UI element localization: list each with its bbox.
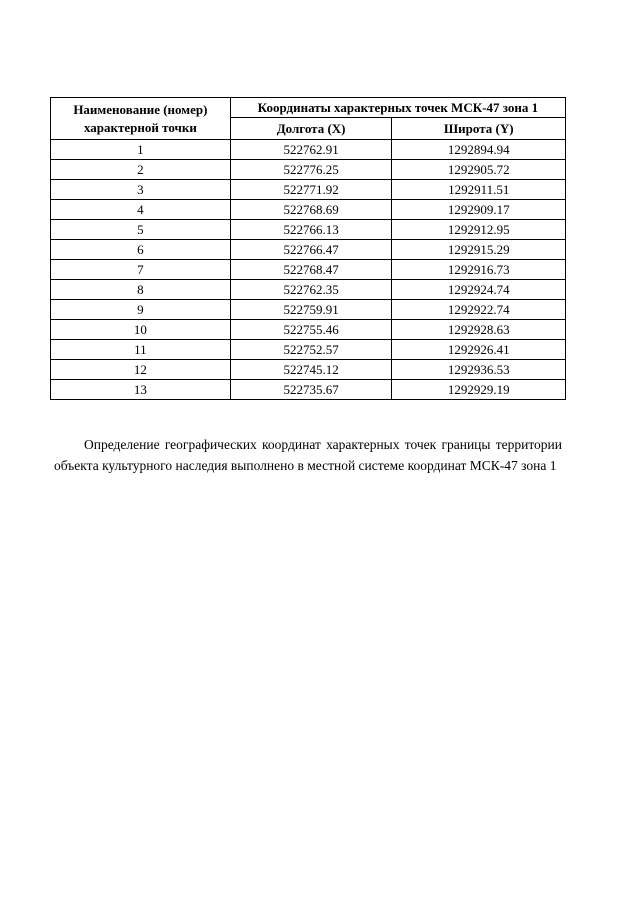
table-row <box>51 200 566 220</box>
longitude-x-cell: 522735.67 <box>230 380 392 400</box>
point-number-cell: 6 <box>51 240 231 260</box>
table-row <box>51 220 566 240</box>
coordinate-system-note: Определение географических координат характерных точек границы территории объекта культурного наследия выполнено в местной системе координат МСК-47 зона 1 <box>54 436 562 473</box>
longitude-x-cell: 522745.12 <box>230 360 392 380</box>
longitude-x-cell: 522768.47 <box>230 260 392 280</box>
point-number-cell: 12 <box>51 360 231 380</box>
latitude-y-cell: 1292924.74 <box>392 280 566 300</box>
latitude-y-cell: 1292894.94 <box>392 140 566 160</box>
latitude-y-cell: 1292929.19 <box>392 380 566 400</box>
point-number-cell: 9 <box>51 300 231 320</box>
header-coordinates-group: Координаты характерных точек МСК-47 зона 1 <box>230 98 565 118</box>
point-number-cell: 4 <box>51 200 231 220</box>
point-number-cell: 2 <box>51 160 231 180</box>
point-number-cell: 5 <box>51 220 231 240</box>
table-row <box>51 260 566 280</box>
longitude-x-cell: 522752.57 <box>230 340 392 360</box>
longitude-x-cell: 522776.25 <box>230 160 392 180</box>
header-longitude-x: Долгота (X) <box>230 118 392 140</box>
table-row <box>51 180 566 200</box>
table-row <box>51 300 566 320</box>
table-row <box>51 360 566 380</box>
latitude-y-cell: 1292916.73 <box>392 260 566 280</box>
point-number-cell: 10 <box>51 320 231 340</box>
longitude-x-cell: 522762.91 <box>230 140 392 160</box>
latitude-y-cell: 1292936.53 <box>392 360 566 380</box>
table-row <box>51 280 566 300</box>
point-number-cell: 11 <box>51 340 231 360</box>
longitude-x-cell: 522766.47 <box>230 240 392 260</box>
table-body <box>51 140 566 400</box>
longitude-x-cell: 522762.35 <box>230 280 392 300</box>
coordinates-table <box>50 97 566 400</box>
longitude-x-cell: 522755.46 <box>230 320 392 340</box>
table-row <box>51 320 566 340</box>
point-number-cell: 13 <box>51 380 231 400</box>
table-row <box>51 380 566 400</box>
point-number-cell: 7 <box>51 260 231 280</box>
latitude-y-cell: 1292909.17 <box>392 200 566 220</box>
table-row <box>51 340 566 360</box>
header-point-name: Наименование (номер) характерной точки <box>51 98 231 140</box>
latitude-y-cell: 1292922.74 <box>392 300 566 320</box>
point-number-cell: 1 <box>51 140 231 160</box>
longitude-x-cell: 522759.91 <box>230 300 392 320</box>
latitude-y-cell: 1292915.29 <box>392 240 566 260</box>
longitude-x-cell: 522771.92 <box>230 180 392 200</box>
point-number-cell: 3 <box>51 180 231 200</box>
latitude-y-cell: 1292912.95 <box>392 220 566 240</box>
longitude-x-cell: 522768.69 <box>230 200 392 220</box>
latitude-y-cell: 1292905.72 <box>392 160 566 180</box>
header-latitude-y: Широта (Y) <box>392 118 566 140</box>
point-number-cell: 8 <box>51 280 231 300</box>
latitude-y-cell: 1292911.51 <box>392 180 566 200</box>
latitude-y-cell: 1292926.41 <box>392 340 566 360</box>
latitude-y-cell: 1292928.63 <box>392 320 566 340</box>
table-row <box>51 160 566 180</box>
longitude-x-cell: 522766.13 <box>230 220 392 240</box>
table-row <box>51 240 566 260</box>
table-row <box>51 140 566 160</box>
